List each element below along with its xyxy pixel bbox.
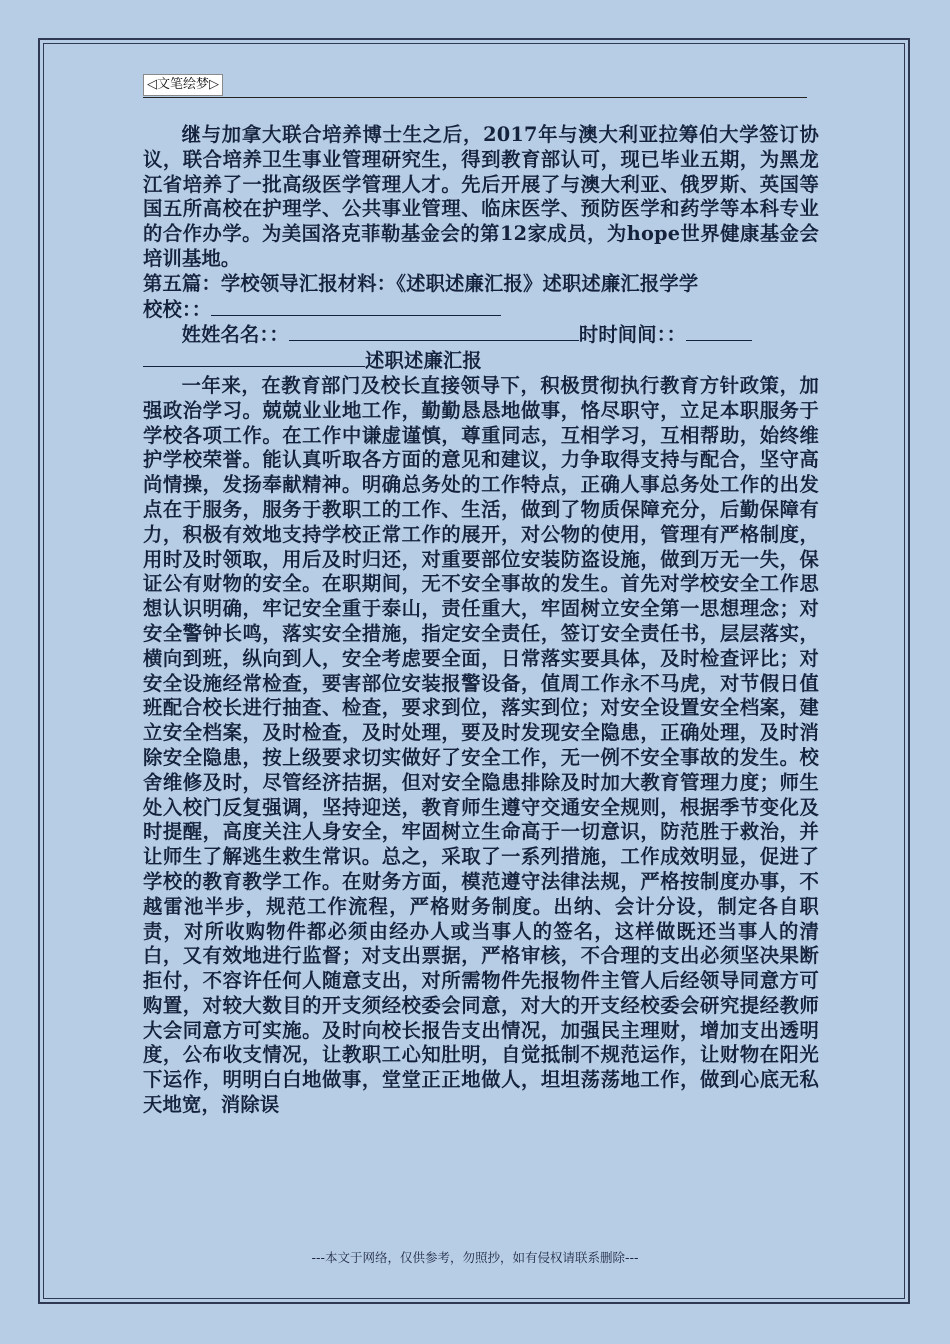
name-label: 姓姓名名：： — [181, 323, 289, 347]
name-time-line — [143, 322, 819, 348]
footer-disclaimer: ---本文于网络，仅供参考，勿照抄，如有侵权请联系删除--- — [311, 1250, 639, 1265]
document-body — [143, 123, 819, 1118]
section-heading — [143, 272, 819, 297]
right-triangle-icon: ▷ — [209, 77, 220, 92]
title-blank — [143, 348, 365, 367]
header-logo — [143, 74, 223, 96]
header-rule — [143, 97, 807, 98]
left-triangle-icon: ◁ — [147, 77, 157, 92]
heading-text: 第五篇：学校领导汇报材料：《述职述廉汇报》述职述廉汇报学学 — [143, 271, 699, 295]
name-blank — [289, 322, 579, 341]
school-blank — [211, 297, 501, 316]
paragraph-2: 一年来，在教育部门及校长直接领导下，积极贯彻执行教育方针政策，加强政治学习。兢兢业业地工作，勤勤恳恳地做事，恪尽职守，立足本职服务于学校各项工作。在工作中谦虚谨慎，尊重同志，互相学习，互相帮助，始终维护学校荣誉。能认真听取各方面的意见和建议，力争取得支持与配合，坚守高尚情操，发扬奉献精神。明确总务处的工作特点，正确人事总务处工作的出发点在于服务，服务于教职工的工作、生活，做到了物质保障充分，后勤保障有力，积极有效地支持学校正常工作的展开，对公物的使用，管理有严格制度，用时及时领取，用后及时归还，对重要部位安装防盗设施，做到万无一失，保证公有财物的安全。在职期间，无不安全事故的发生。首先对学校安全工作思想认识明确，牢记安全重于泰山，责任重大，牢固树立安全第一思想理念；对安全警钟长鸣，落实安全措施，指定安全责任，签订安全责任书，层层落实，横向到班，纵向到人，安全考虑要全面，日常落实要具体，及时检查评比；对安全设施经常检查，要害部位安装报警设备，值周工作永不马虎，对节假日值班配合校长进行抽查、检查，要求到位，落实到位；对安全设置安全档案，建立安全档案，及时检查，及时处理，要及时发现安全隐患，正确处理，及时消除安全隐患，按上级要求切实做好了安全工作，无一例不安全事故的发生。校舍维修及时，尽管经济拮据，但对安全隐患排除及时加大教育管理力度；师生处入校门反复强调，坚持迎送，教育师生遵守交通安全规则，根据季节变化及时提醒，高度关注人身安全，牢固树立生命高于一切意识，防范胜于救治，并让师生了解逃生救生常识。总之，采取了一系列措施，工作成效明显，促进了学校的教育教学工作。在财务方面，模范遵守法律法规，严格按制度办事，不越雷池半步，规范工作流程，严格财务制度。出纳、会计分设，制定各自职责，对所收购物件都必须由经办人或当事人的签名，这样做既还当事人的清白，又有效地进行监督；对支出票据，严格审核，不合理的支出必须坚决果断拒付，不容许任何人随意支出，对所需物件先报物件主管人后经领导同意方可购置，对较大数目的开支须经校委会同意，对大的开支经校委会研究提经教师大会同意方可实施。及时向校长报告支出情况，加强民主理财，增加支出透明度，公布收支情况，让教职工心知肚明，自觉抵制不规范运作，让财物在阳光下运作，明明白白地做事，堂堂正正地做人，坦坦荡荡地工作，做到心底无私天地宽，消除误 — [143, 373, 819, 1117]
school-line — [143, 297, 819, 323]
title-line — [143, 348, 819, 374]
time-blank — [686, 322, 752, 341]
report-title: 述职述廉汇报 — [365, 349, 482, 373]
logo-text: 文笔绘梦 — [157, 77, 210, 92]
time-label: 时时间间：： — [578, 323, 687, 347]
school-label: 校校：： — [143, 297, 212, 321]
paragraph-1: 继与加拿大联合培养博士生之后，2017年与澳大利亚拉筹伯大学签订协议，联合培养卫生事业管理研究生，得到教育部认可，现已毕业五期，为黑龙江省培养了一批高级医学管理人才。先后开展了与澳大利亚、俄罗斯、英国等国五所高校在护理学、公共事业管理、临床医学、预防医学和药学等本科专业的合作办学。为美国洛克菲勒基金会的第12家成员，为hope世界健康基金会培训基地。 — [143, 123, 819, 270]
